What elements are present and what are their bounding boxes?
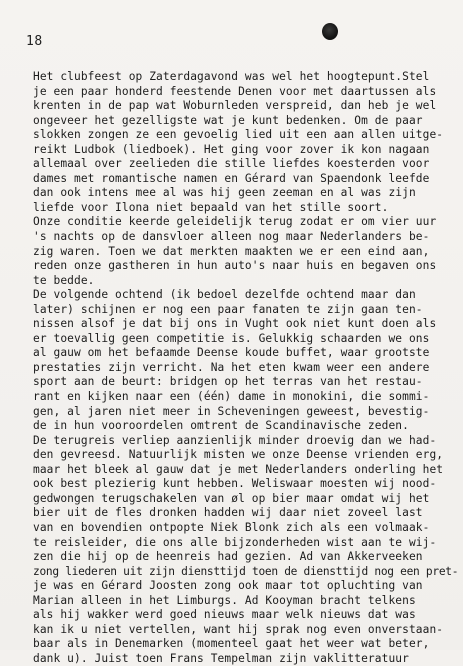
text-line: Marian alleen in het Limburgs. Ad Kooyman bracht telkens bbox=[33, 593, 416, 607]
text-line: De volgende ochtend (ik bedoel dezelfde ochtend maar dan bbox=[33, 288, 416, 302]
page-number: 18 bbox=[26, 34, 43, 49]
text-line: nissen alsof je dat bij ons in Vught ook niet kunt doen als bbox=[33, 317, 437, 331]
text-line: er toevallig geen competitie is. Gelukkig schaarden we ons bbox=[33, 331, 430, 345]
text-line: kan ik u niet vertellen, want hij sprak nog even onverstaan- bbox=[33, 622, 444, 636]
text-line: rant en kijken naar een (één) dame in monokini, die sommi- bbox=[33, 390, 430, 404]
text-line: te reisleider, die ons alle bijzonderheden wist aan te wij- bbox=[33, 535, 437, 549]
text-line: ook best plezierig kunt hebben. Weliswaar moesten wij nood- bbox=[33, 477, 437, 491]
text-line: dan ook intens mee al was hij geen zeeman en al was zijn bbox=[33, 186, 416, 200]
text-line: 's nachts op de dansvloer alleen nog maar Nederlanders be- bbox=[33, 230, 430, 244]
text-line: van en bovendien ontpopte Niek Blonk zich als een volmaak- bbox=[33, 520, 430, 534]
text-line: je was en Gérard Joosten zong ook maar tot opluchting van bbox=[33, 579, 423, 593]
text-line: ongeveer het gezelligste wat je kunt bedenken. Om de paar bbox=[33, 113, 423, 127]
text-line: dank u). Juist toen Frans Tempelman zijn vaklitteratuur bbox=[33, 651, 409, 665]
text-line: prestaties zijn verricht. Na het eten kwam weer een andere bbox=[33, 360, 430, 374]
text-line: dames met romantische namen en Gérard van Spaendonk leefde bbox=[33, 171, 430, 185]
text-line: later) schijnen er nog een paar fanaten te zijn gaan ten- bbox=[33, 302, 423, 316]
text-line: Het clubfeest op Zaterdagavond was wel het hoogtepunt.Stel bbox=[33, 70, 430, 83]
text-line: reden onze gastheren in hun auto's naar huis en begaven ons bbox=[33, 259, 437, 273]
text-line: bier uit de fles dronken hadden wij daar niet zoveel last bbox=[33, 506, 423, 520]
text-line: al gauw om het befaamde Deense koude buffet, waar grootste bbox=[33, 346, 430, 360]
text-line: te bedde. bbox=[33, 273, 95, 287]
text-line: zig waren. Toen we dat merkten maakten we er een eind aan, bbox=[33, 244, 430, 258]
text-line: zong liederen uit zijn diensttijd toen de diensttijd nog een pret- bbox=[33, 564, 458, 578]
text-line: reikt Ludbok (liedboek). Het ging voor zover ik kon nagaan bbox=[33, 142, 430, 156]
text-line: liefde voor Ilona niet bepaald van het stille soort. bbox=[33, 200, 389, 214]
text-line: de in hun vooroordelen omtrent de Scandinavische zeden. bbox=[33, 419, 409, 433]
text-line: gedwongen terugschakelen van øl op bier maar omdat wij het bbox=[33, 491, 430, 505]
text-line: slokken zongen ze een gevoelig lied uit een aan allen uitge- bbox=[33, 128, 444, 142]
text-line: allemaal over zeelieden die stille liefdes koesterden voor bbox=[33, 157, 430, 171]
text-line: sport aan de beurt: bridgen op het terras van het restau- bbox=[33, 375, 423, 389]
text-line: Onze conditie keerde geleidelijk terug zodat er om vier uur bbox=[33, 215, 437, 229]
text-line: krenten in de pap wat Woburnleden verspreid, dan heb je wel bbox=[33, 99, 437, 113]
text-line: maar het bleek al gauw dat je met Nederlanders onderling het bbox=[33, 462, 444, 476]
ink-blot-mark bbox=[322, 23, 338, 40]
text-line: den gevreesd. Natuurlijk misten we onze Deense vrienden erg, bbox=[33, 448, 444, 462]
text-line: De terugreis verliep aanzienlijk minder droevig dan we had- bbox=[33, 433, 437, 447]
text-line: je een paar honderd feestende Denen voor met daartussen als bbox=[33, 84, 437, 98]
text-line: als hij wakker werd goed nieuws maar welk nieuws dat was bbox=[33, 608, 416, 622]
body-text bbox=[33, 70, 458, 666]
text-line: gen, al jaren niet meer in Scheveningen geweest, bevestig- bbox=[33, 404, 430, 418]
text-line: baar als in Denemarken (momenteel gaat het weer wat beter, bbox=[33, 637, 430, 651]
text-line: zen die hij op de heenreis had gezien. Ad van Akkerveeken bbox=[33, 550, 423, 564]
